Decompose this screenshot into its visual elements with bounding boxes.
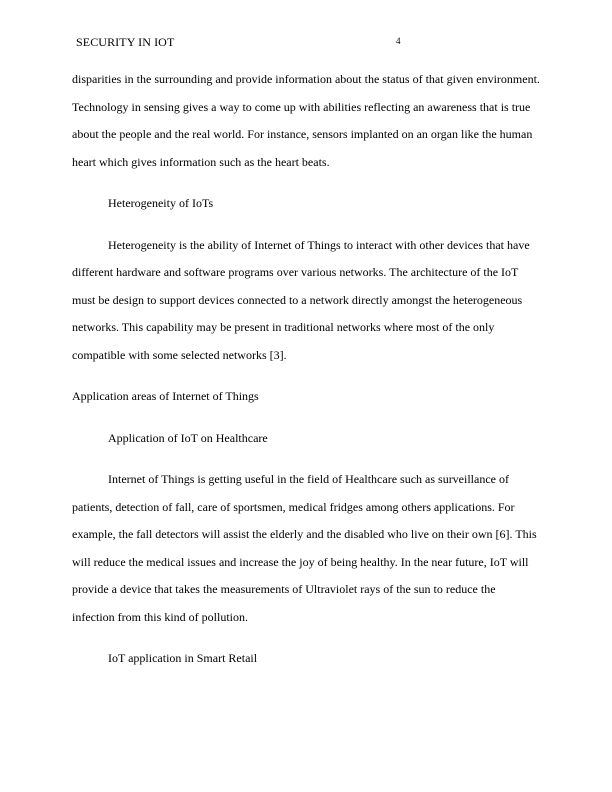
paragraph-line: Technology in sensing gives a way to come up with abilities reflecting an awareness that is true [72, 99, 531, 114]
paragraph-gap [72, 176, 546, 190]
subheading-smart-retail: IoT application in Smart Retail [108, 651, 258, 666]
paragraph-line: will reduce the medical issues and increase the joy of being healthy. In the near future, IoT will [72, 554, 529, 569]
paragraph-line: different hardware and software programs over various networks. The architecture of the IoT [72, 265, 519, 280]
subheading-healthcare: Application of IoT on Healthcare [108, 430, 268, 445]
paragraph-line: Heterogeneity is the ability of Internet of Things to interact with other devices that have [108, 237, 530, 252]
paragraph-line: about the people and the real world. For instance, sensors implanted on an organ like the human [72, 127, 533, 142]
paragraph-gap [72, 218, 546, 232]
paragraph-gap [72, 452, 546, 466]
paragraph-line: heart which gives information such as the heart beats. [72, 154, 330, 169]
paragraph-line: example, the fall detectors will assist the elderly and the disabled who live on their own [6]. This [72, 527, 537, 542]
paragraph-line: infection from this kind of pollution. [72, 610, 248, 625]
body-text [72, 66, 546, 673]
page-number: 4 [396, 36, 401, 46]
paragraph-line: must be design to support devices connected to a network directly amongst the heterogeneous [72, 292, 523, 307]
paragraph-line: patients, detection of fall, care of sportsmen, medical fridges among others applications. For [72, 499, 515, 514]
paragraph-line: disparities in the surrounding and provide information about the status of that given environment. [72, 72, 540, 86]
subheading-heterogeneity: Heterogeneity of IoTs [108, 196, 214, 211]
paragraph-line: Internet of Things is getting useful in the field of Healthcare such as surveillance of [108, 472, 509, 487]
paragraph-gap [72, 632, 546, 646]
paragraph-line: provide a device that takes the measurements of Ultraviolet rays of the sun to reduce the [72, 582, 496, 597]
paragraph-gap [72, 411, 546, 425]
paragraph-line: networks. This capability may be present in traditional networks where most of the only [72, 320, 495, 335]
running-header-title: SECURITY IN IOT [76, 35, 175, 49]
paragraph-line: compatible with some selected networks [3]. [72, 347, 287, 362]
paragraph-gap [72, 370, 546, 384]
heading-application-areas: Application areas of Internet of Things [72, 389, 259, 404]
